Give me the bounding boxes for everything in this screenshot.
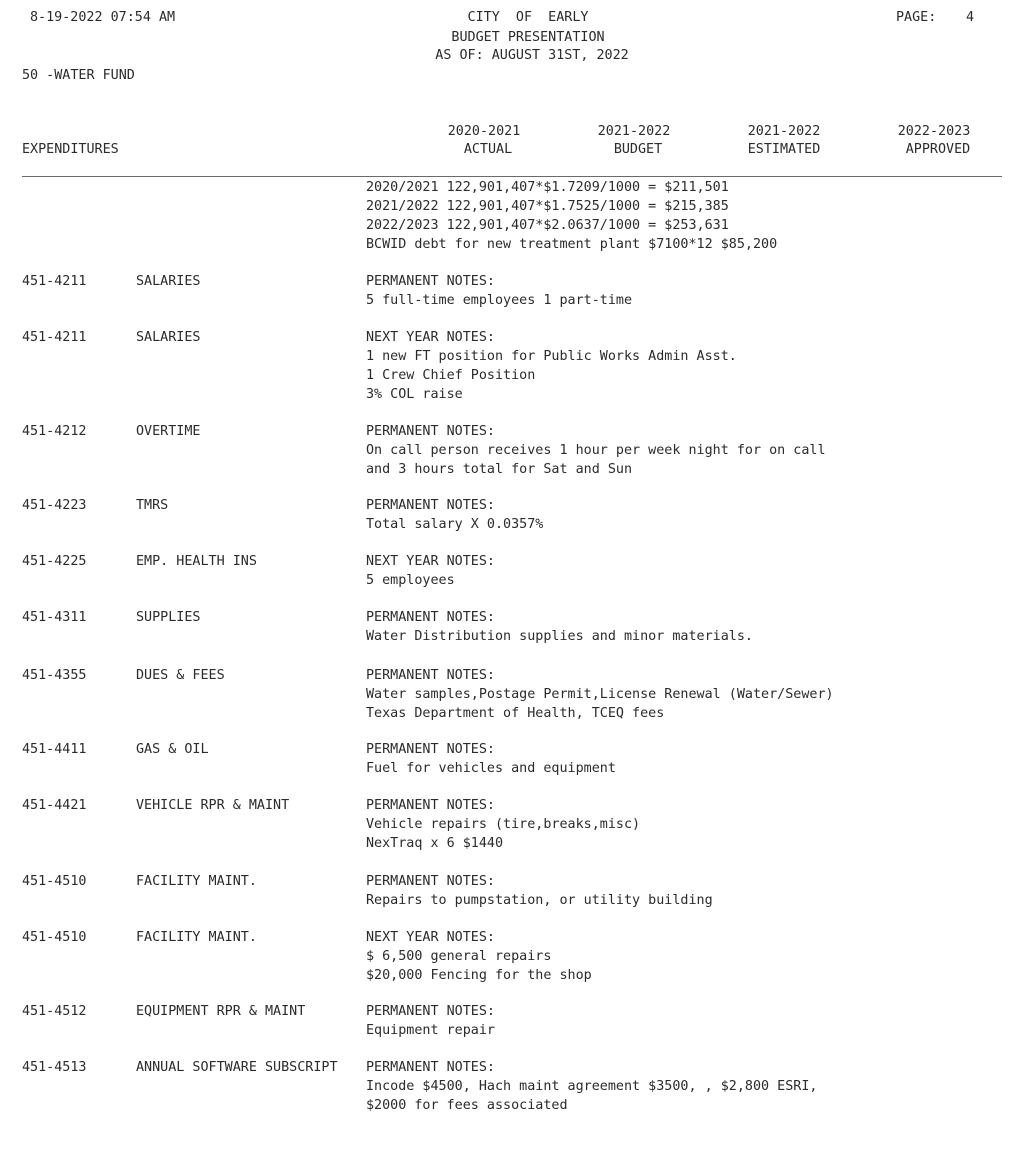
- entry-notes: [366, 667, 834, 724]
- account-number: 451-4510: [22, 874, 87, 889]
- account-description: SALARIES: [136, 330, 201, 345]
- note-line: 3% COL raise: [366, 387, 463, 402]
- note-line: PERMANENT NOTES:: [366, 424, 495, 439]
- account-number: 451-4513: [22, 1060, 87, 1075]
- col-budget-year: 2021-2022: [597, 124, 671, 139]
- note-line: PERMANENT NOTES:: [366, 498, 495, 513]
- account-description: OVERTIME: [136, 424, 201, 439]
- account-description: FACILITY MAINT.: [136, 874, 257, 889]
- intro-line: BCWID debt for new treatment plant $7100*12 $85,200: [366, 237, 778, 252]
- entry-notes: [366, 873, 713, 911]
- intro-line: 2020/2021 122,901,407*$1.7209/1000 = $211,501: [366, 180, 729, 195]
- entry-notes: [366, 741, 616, 779]
- account-number: 451-4211: [22, 330, 87, 345]
- note-line: Vehicle repairs (tire,breaks,misc): [366, 817, 641, 832]
- report-as-of: AS OF: AUGUST 31ST, 2022: [435, 48, 629, 63]
- note-line: Texas Department of Health, TCEQ fees: [366, 706, 665, 721]
- note-line: NEXT YEAR NOTES:: [366, 554, 495, 569]
- note-line: 5 employees: [366, 573, 455, 588]
- entry-notes: [366, 929, 592, 986]
- account-number: 451-4355: [22, 668, 87, 683]
- note-line: $20,000 Fencing for the shop: [366, 968, 592, 983]
- col-estimated-year: 2021-2022: [747, 124, 821, 139]
- account-description: EQUIPMENT RPR & MAINT: [136, 1004, 306, 1019]
- note-line: 5 full-time employees 1 part-time: [366, 293, 633, 308]
- entry-notes: [366, 273, 632, 311]
- intro-notes: [366, 179, 777, 255]
- note-line: PERMANENT NOTES:: [366, 1004, 495, 1019]
- note-line: NEXT YEAR NOTES:: [366, 330, 495, 345]
- col-approved-year: 2022-2023: [897, 124, 971, 139]
- entry-notes: [366, 423, 826, 480]
- account-description: ANNUAL SOFTWARE SUBSCRIPT: [136, 1060, 338, 1075]
- entry-notes: [366, 553, 495, 591]
- account-description: EMP. HEALTH INS: [136, 554, 257, 569]
- account-description: VEHICLE RPR & MAINT: [136, 798, 290, 813]
- note-line: PERMANENT NOTES:: [366, 874, 495, 889]
- note-line: Water samples,Postage Permit,License Renewal (Water/Sewer): [366, 687, 834, 702]
- note-line: Total salary X 0.0357%: [366, 517, 544, 532]
- note-line: $ 6,500 general repairs: [366, 949, 552, 964]
- entry-notes: [366, 797, 640, 854]
- note-line: PERMANENT NOTES:: [366, 742, 495, 757]
- note-line: Equipment repair: [366, 1023, 495, 1038]
- account-number: 451-4223: [22, 498, 87, 513]
- account-description: FACILITY MAINT.: [136, 930, 257, 945]
- account-description: TMRS: [136, 498, 169, 513]
- entry-notes: [366, 609, 753, 647]
- entry-notes: [366, 1003, 495, 1041]
- note-line: Fuel for vehicles and equipment: [366, 761, 616, 776]
- note-line: PERMANENT NOTES:: [366, 798, 495, 813]
- note-line: PERMANENT NOTES:: [366, 1060, 495, 1075]
- account-number: 451-4411: [22, 742, 87, 757]
- fund-name: 50 -WATER FUND: [22, 68, 135, 83]
- account-number: 451-4510: [22, 930, 87, 945]
- report-title: BUDGET PRESENTATION: [451, 30, 605, 45]
- note-line: 1 Crew Chief Position: [366, 368, 536, 383]
- page-number: 4: [965, 10, 974, 25]
- col-actual-label: ACTUAL: [463, 142, 513, 157]
- note-line: and 3 hours total for Sat and Sun: [366, 462, 633, 477]
- entry-notes: [366, 329, 737, 405]
- entry-notes: [366, 1059, 817, 1116]
- note-line: On call person receives 1 hour per week night for on call: [366, 443, 826, 458]
- col-estimated-label: ESTIMATED: [747, 142, 821, 157]
- col-actual-year: 2020-2021: [447, 124, 521, 139]
- note-line: Water Distribution supplies and minor materials.: [366, 629, 753, 644]
- note-line: PERMANENT NOTES:: [366, 668, 495, 683]
- account-description: GAS & OIL: [136, 742, 209, 757]
- note-line: $2000 for fees associated: [366, 1098, 568, 1113]
- account-number: 451-4212: [22, 424, 87, 439]
- section-heading: EXPENDITURES: [22, 142, 119, 157]
- account-description: SUPPLIES: [136, 610, 201, 625]
- note-line: PERMANENT NOTES:: [366, 274, 495, 289]
- col-approved-label: APPROVED: [905, 142, 971, 157]
- header-divider: [22, 176, 1002, 177]
- note-line: Repairs to pumpstation, or utility building: [366, 893, 713, 908]
- account-number: 451-4225: [22, 554, 87, 569]
- page-label: PAGE:: [896, 10, 937, 25]
- account-number: 451-4512: [22, 1004, 87, 1019]
- note-line: Incode $4500, Hach maint agreement $3500, , $2,800 ESRI,: [366, 1079, 818, 1094]
- report-datetime: 8-19-2022 07:54 AM: [30, 10, 176, 25]
- account-number: 451-4421: [22, 798, 87, 813]
- account-number: 451-4211: [22, 274, 87, 289]
- org-name: CITY OF EARLY: [467, 10, 589, 25]
- account-description: SALARIES: [136, 274, 201, 289]
- intro-line: 2022/2023 122,901,407*$2.0637/1000 = $253,631: [366, 218, 729, 233]
- note-line: NEXT YEAR NOTES:: [366, 930, 495, 945]
- intro-line: 2021/2022 122,901,407*$1.7525/1000 = $215,385: [366, 199, 729, 214]
- note-line: PERMANENT NOTES:: [366, 610, 495, 625]
- note-line: NexTraq x 6 $1440: [366, 836, 504, 851]
- entry-notes: [366, 497, 543, 535]
- account-description: DUES & FEES: [136, 668, 225, 683]
- account-number: 451-4311: [22, 610, 87, 625]
- col-budget-label: BUDGET: [613, 142, 663, 157]
- note-line: 1 new FT position for Public Works Admin Asst.: [366, 349, 737, 364]
